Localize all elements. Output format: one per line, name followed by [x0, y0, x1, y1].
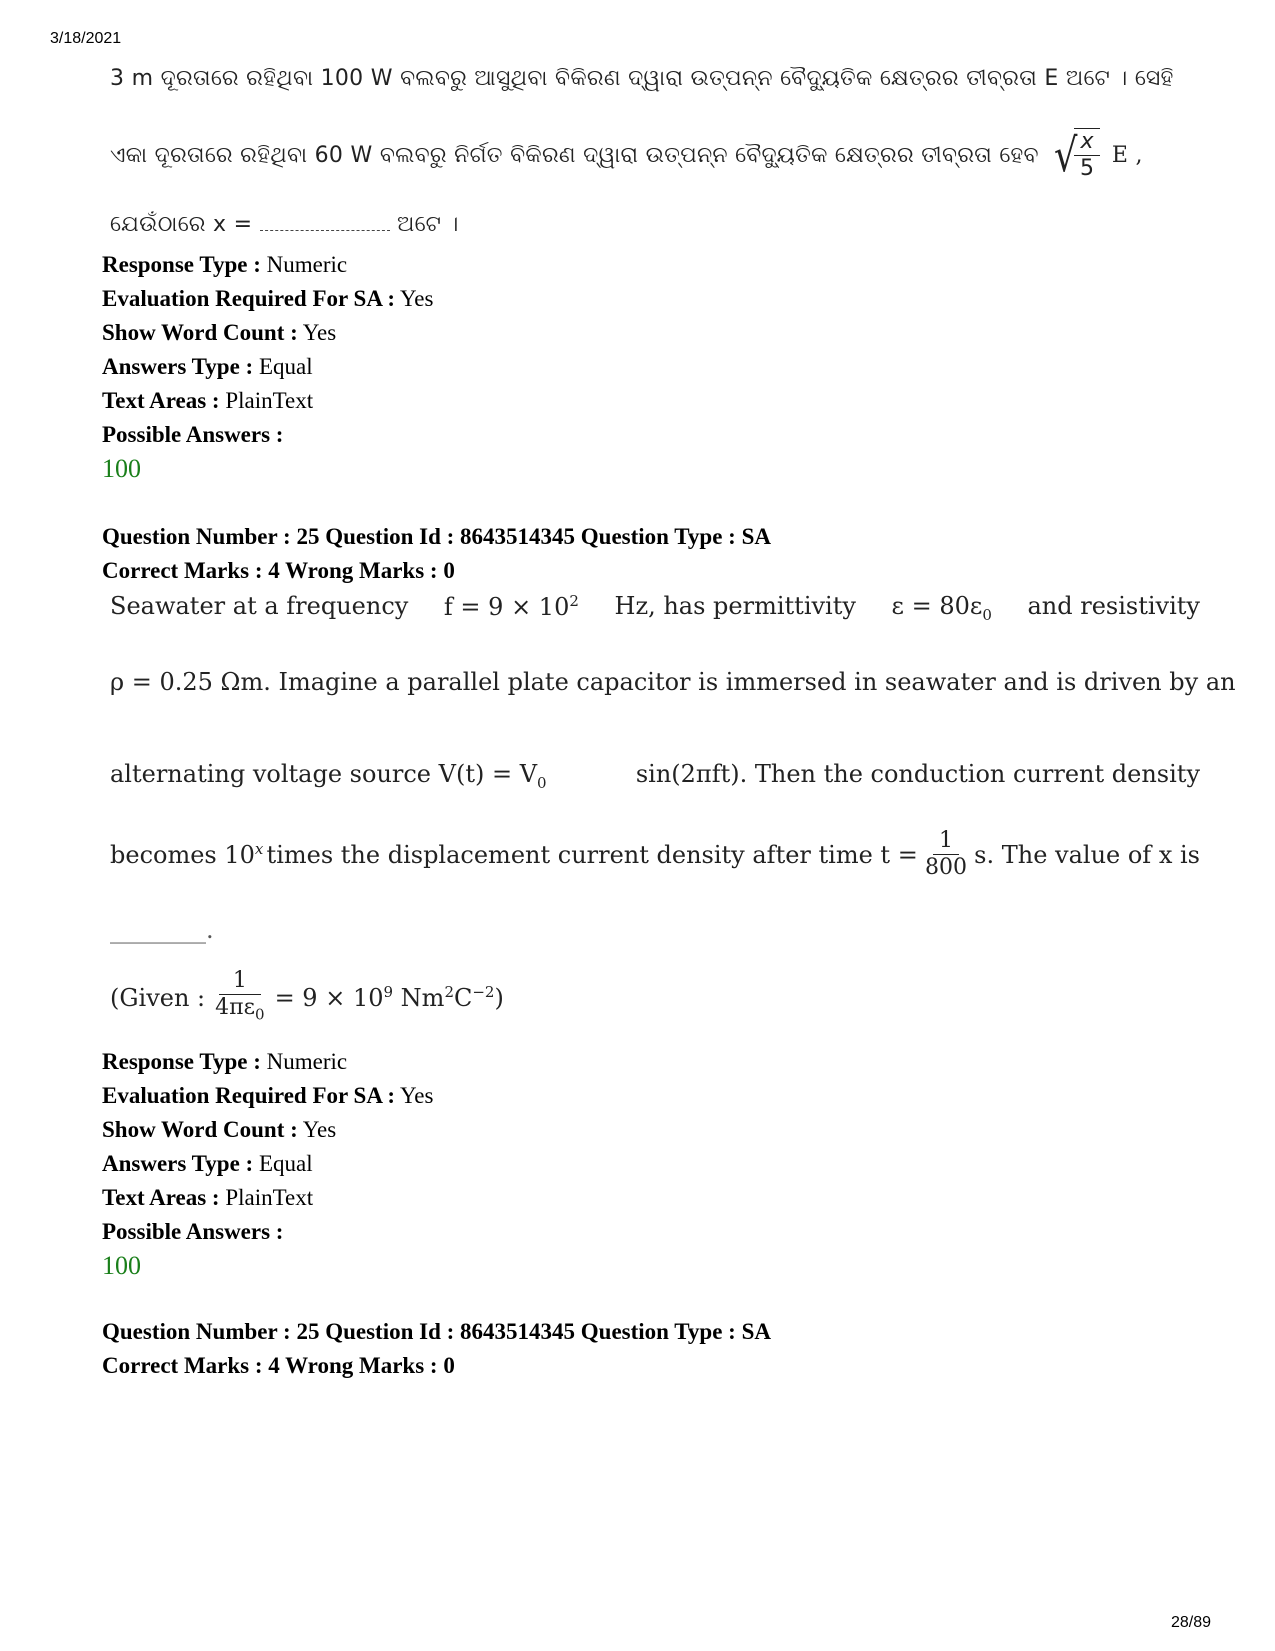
- given-pre: (Given :: [110, 983, 206, 1012]
- answers-type-value: Equal: [258, 1151, 313, 1176]
- text-areas-value: PlainText: [225, 388, 314, 413]
- ratio-exponent: x: [254, 840, 264, 858]
- word-count-row: [102, 1113, 433, 1147]
- page-date: 3/18/2021: [50, 30, 122, 47]
- answer-blank: [260, 212, 390, 231]
- q26-header: [102, 1315, 771, 1383]
- text-areas-label: Text Areas :: [102, 388, 220, 413]
- q25-l1-hz: Hz, has permittivity: [614, 592, 856, 620]
- q24-line-2-text: ଏକା ଦୂରତାରେ ରହିଥିବା 60 W ବଲବରୁ ନିର୍ଗତ ବିକିରଣ ଦ୍ୱାରା ଉତ୍ପନ୍ନ ବୈଦ୍ୟୁତିକ କ୍ଷେତ୍ରର ତୀବ୍ରତା ହେବ: [110, 142, 1039, 168]
- q24-meta: [102, 248, 433, 488]
- evaluation-value: Yes: [400, 286, 434, 311]
- word-count-row: [102, 316, 433, 350]
- evaluation-row: [102, 282, 433, 316]
- sqrt-symbol: √: [1053, 128, 1078, 182]
- given-unit-2-exponent: −2: [472, 983, 495, 1002]
- word-count-value: Yes: [302, 320, 337, 345]
- answers-type-row: [102, 1147, 433, 1181]
- given-numerator: 1: [219, 968, 261, 995]
- q25-l3-a: [110, 760, 547, 792]
- given-post: [275, 983, 504, 1012]
- text-areas-row: [102, 384, 433, 418]
- text-areas-label: Text Areas :: [102, 1185, 220, 1210]
- q24-line-3: [110, 212, 1200, 237]
- q25-l4-a: [110, 840, 263, 869]
- evaluation-row: [102, 1079, 433, 1113]
- freq-exponent: 2: [569, 592, 579, 610]
- time-fraction: [925, 828, 967, 881]
- answers-type-label: Answers Type :: [102, 1151, 254, 1176]
- q25-meta: [102, 1045, 433, 1285]
- q25-given: [110, 968, 1200, 1027]
- q25-l1-a: Seawater at a frequency: [110, 592, 409, 620]
- given-unit: Nm: [400, 984, 445, 1013]
- q24-line-2: [110, 128, 1200, 182]
- q25-line-1: [110, 592, 1200, 624]
- given-close: ): [494, 984, 504, 1013]
- sqrt-denominator: 5: [1079, 156, 1095, 181]
- answers-type-value: Equal: [258, 354, 313, 379]
- given-den-text: 4πε: [215, 995, 256, 1020]
- word-count-value: Yes: [302, 1117, 337, 1142]
- q24-line-2-tail: E ,: [1111, 142, 1143, 168]
- given-den-subscript: 0: [255, 1005, 265, 1024]
- given-fraction: [215, 968, 264, 1027]
- q26-header-line-2: Correct Marks : 4 Wrong Marks : 0: [102, 1353, 455, 1378]
- q25-line-5: ________.: [110, 916, 214, 944]
- q25-l1-eps: [892, 592, 992, 624]
- response-type-label: Response Type :: [102, 1049, 261, 1074]
- response-type-row: [102, 1045, 433, 1079]
- text-areas-row: [102, 1181, 433, 1215]
- possible-answers-row: [102, 418, 433, 452]
- page-number: 28/89: [1170, 1614, 1211, 1631]
- q24-line-1: 3 m ଦୂରତାରେ ରହିଥିବା 100 W ବଲବରୁ ଆସୁଥିବା ବିକିରଣ ଦ୍ୱାରା ଉତ୍ପନ୍ନ ବୈଦ୍ୟୁତିକ କ୍ଷେତ୍ରର ତୀବ୍ରତା E ଅଟେ । ସେହି: [110, 66, 1174, 91]
- q25-header-line-2: Correct Marks : 4 Wrong Marks : 0: [102, 558, 455, 583]
- sqrt-fraction: [1074, 128, 1099, 182]
- sqrt-expression: [1051, 128, 1104, 182]
- given-exponent: 9: [383, 983, 394, 1002]
- freq-value: f = 9 × 10: [443, 593, 570, 621]
- answers-type-row: [102, 350, 433, 384]
- word-count-label: Show Word Count :: [102, 1117, 298, 1142]
- possible-answer-value: 100: [102, 454, 141, 483]
- voltage-expression: alternating voltage source V(t) = V: [110, 760, 538, 788]
- q25-line-4: [110, 828, 1200, 881]
- evaluation-label: Evaluation Required For SA :: [102, 1083, 396, 1108]
- sqrt-numerator: x: [1074, 129, 1099, 156]
- response-type-label: Response Type :: [102, 252, 261, 277]
- q25-l3-b: sin(2πft). Then the conduction current density: [635, 760, 1200, 788]
- q25-l4-c: s. The value of x is: [974, 840, 1200, 869]
- q25-header: [102, 520, 771, 588]
- given-unit-2: C: [453, 984, 473, 1013]
- q25-header-line-1: Question Number : 25 Question Id : 8643514345 Question Type : SA: [102, 524, 771, 549]
- ratio-base: becomes 10: [110, 841, 255, 869]
- q26-header-line-1: Question Number : 25 Question Id : 8643514345 Question Type : SA: [102, 1319, 771, 1344]
- question-25-image: [100, 588, 1236, 1068]
- question-24-image: [100, 62, 1200, 252]
- given-unit-exponent: 2: [444, 983, 454, 1002]
- possible-answer-value: 100: [102, 1251, 141, 1280]
- q25-line-2: ρ = 0.25 Ωm. Imagine a parallel plate capacitor is immersed in seawater and is driven by an: [110, 668, 1236, 696]
- possible-answers-label: Possible Answers :: [102, 422, 284, 447]
- q25-line-3: [110, 760, 1200, 792]
- q25-l4-b: times the displacement current density after time t =: [266, 840, 918, 869]
- evaluation-value: Yes: [400, 1083, 434, 1108]
- answers-type-label: Answers Type :: [102, 354, 254, 379]
- time-denominator: 800: [924, 855, 967, 880]
- evaluation-label: Evaluation Required For SA :: [102, 286, 396, 311]
- q24-line-3-pre: ଯେଉଁଠାରେ x =: [110, 212, 253, 237]
- possible-answers-row: [102, 1215, 433, 1249]
- q24-line-3-post: ଅଟେ ।: [396, 212, 459, 237]
- word-count-label: Show Word Count :: [102, 320, 298, 345]
- possible-answers-label: Possible Answers :: [102, 1219, 284, 1244]
- q25-l1-freq: [444, 592, 579, 624]
- response-type-value: Numeric: [266, 1049, 348, 1074]
- text-areas-value: PlainText: [225, 1185, 314, 1210]
- given-denominator: [215, 995, 264, 1027]
- response-type-row: [102, 248, 433, 282]
- time-numerator: 1: [933, 828, 959, 855]
- voltage-subscript: 0: [537, 773, 547, 792]
- permittivity-value: ε = 80ε: [891, 592, 983, 620]
- permittivity-subscript: 0: [982, 605, 992, 624]
- response-type-value: Numeric: [266, 252, 348, 277]
- given-post-text: = 9 × 10: [274, 984, 384, 1013]
- q25-l1-end: and resistivity: [1027, 592, 1200, 620]
